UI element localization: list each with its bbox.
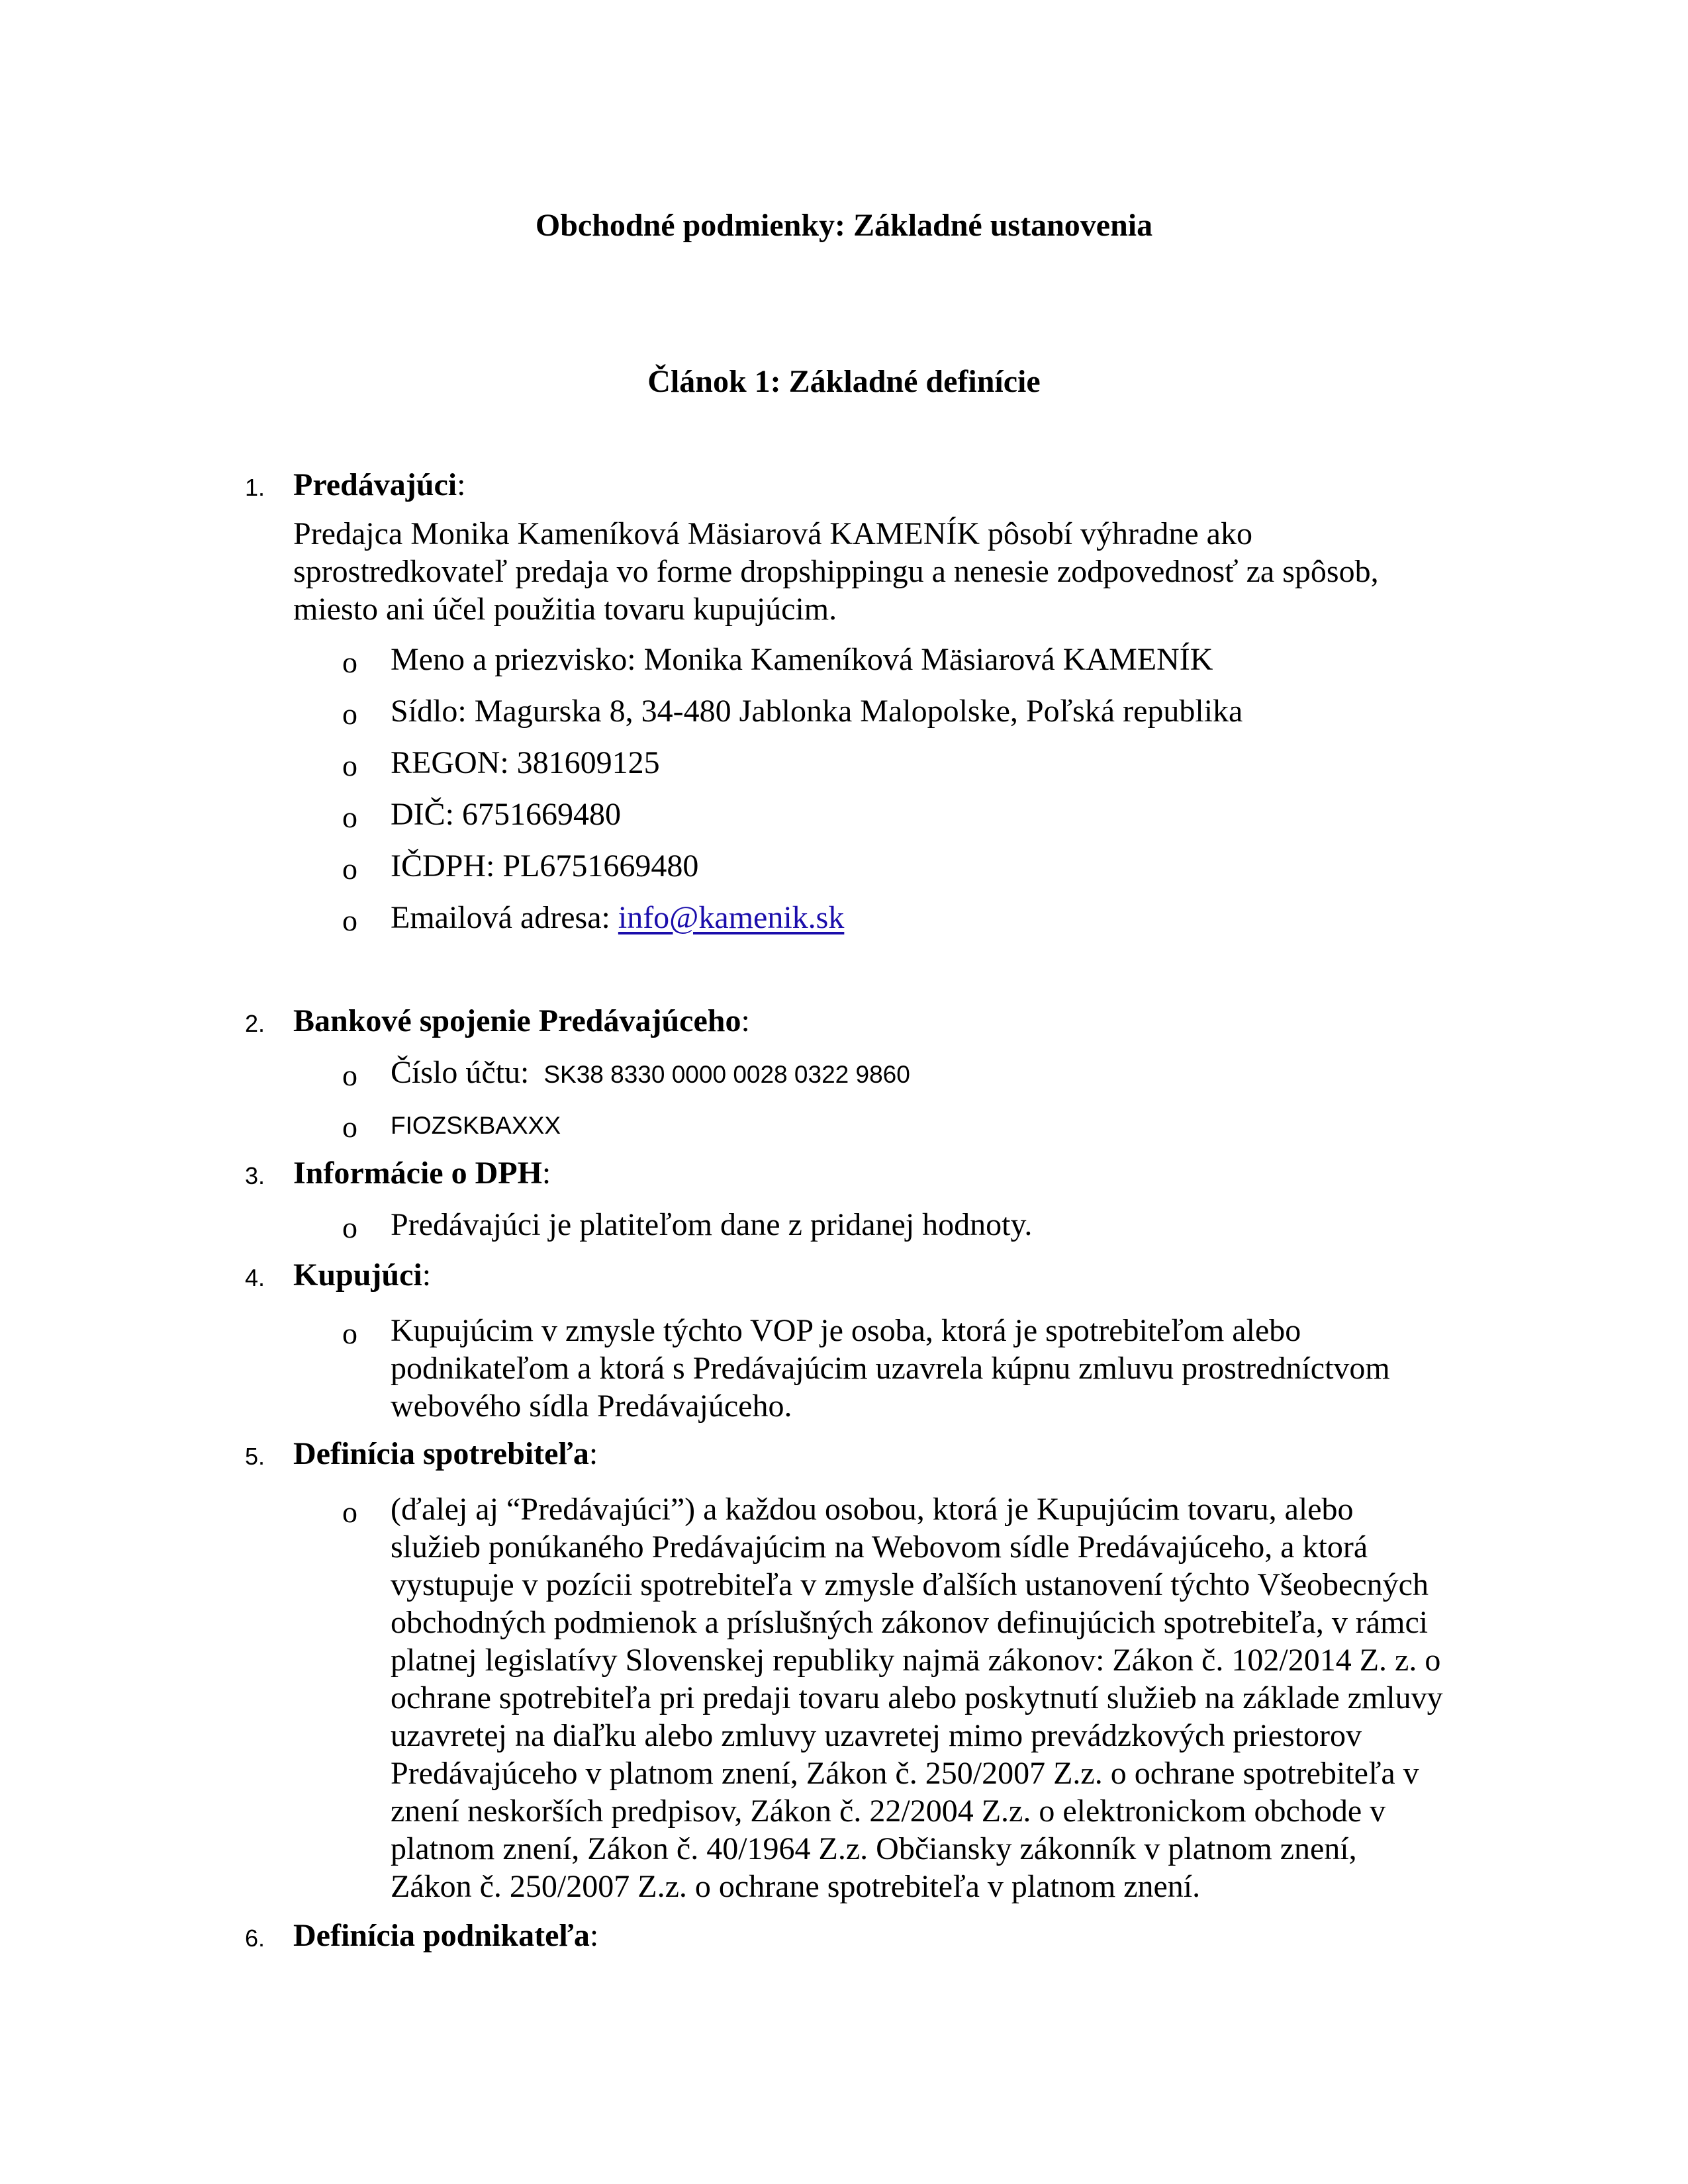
account-number: SK38 8330 0000 0028 0322 9860 [543, 1061, 910, 1088]
section-heading-text: Definícia spotrebiteľa [293, 1436, 589, 1471]
section-heading-colon: : [589, 1918, 599, 1953]
list-item: Meno a priezvisko: Monika Kameníková Mäsiarová KAMENÍK [391, 642, 1213, 677]
list-item: REGON: 381609125 [391, 745, 660, 780]
paragraph-line: sprostredkovateľ predaja vo forme dropshippingu a nenesie zodpovednosť za spôsob, [293, 554, 1379, 589]
paragraph-line: (ďalej aj “Predávajúci”) a každou osobou, ktorá je Kupujúcim tovaru, alebo [391, 1492, 1354, 1527]
list-item: DIČ: 6751669480 [391, 797, 621, 832]
paragraph-line: uzavretej na diaľku alebo zmluvy uzavretej mimo prevádzkových priestorov [391, 1718, 1362, 1753]
paragraph-line: miesto ani účel použitia tovaru kupujúcim. [293, 592, 837, 627]
bullet-icon: o [342, 800, 357, 834]
section-heading-text: Bankové spojenie Predávajúceho [293, 1003, 741, 1038]
document-title: Obchodné podmienky: Základné ustanovenia [535, 208, 1153, 243]
section-number: 1. [245, 474, 265, 501]
paragraph-line: znení neskorších predpisov, Zákon č. 22/2004 Z.z. o elektronickom obchode v [391, 1794, 1386, 1829]
section-number: 4. [245, 1264, 265, 1291]
list-item: Predávajúci je platiteľom dane z pridanej hodnoty. [391, 1207, 1033, 1242]
list-item: Sídlo: Magurska 8, 34-480 Jablonka Malopolske, Poľská republika [391, 694, 1243, 729]
bullet-icon: o [342, 1058, 357, 1092]
paragraph-line: obchodných podmienok a príslušných zákonov definujúcich spotrebiteľa, v rámci [391, 1605, 1429, 1640]
bullet-icon: o [342, 1316, 357, 1350]
section-heading-text: Predávajúci [293, 467, 457, 502]
section-number: 6. [245, 1925, 265, 1952]
swift-code: FIOZSKBAXXX [391, 1112, 561, 1139]
paragraph-line: služieb ponúkaného Predávajúcim na Webovom sídle Predávajúceho, a ktorá [391, 1529, 1368, 1565]
email-label: Emailová adresa: [391, 900, 618, 935]
section-heading-colon: : [422, 1257, 432, 1293]
section-heading-colon: : [457, 467, 466, 502]
section-heading [293, 466, 465, 504]
bullet-icon: o [342, 1210, 357, 1244]
bullet-icon: o [342, 1495, 357, 1529]
section-heading [293, 1917, 598, 1955]
bullet-icon: o [342, 852, 357, 886]
section-number: 5. [245, 1443, 265, 1470]
paragraph-line: Zákon č. 250/2007 Z.z. o ochrane spotrebiteľa v platnom znení. [391, 1869, 1201, 1904]
bullet-icon: o [342, 1110, 357, 1144]
paragraph-line: Predávajúceho v platnom znení, Zákon č. 250/2007 Z.z. o ochrane spotrebiteľa v [391, 1756, 1419, 1791]
section-heading-text: Definícia podnikateľa [293, 1918, 590, 1953]
paragraph-line: platnej legislatívy Slovenskej republiky najmä zákonov: Zákon č. 102/2014 Z. z. o [391, 1643, 1441, 1678]
list-item: IČDPH: PL6751669480 [391, 848, 699, 884]
account-line [391, 1054, 910, 1094]
section-heading-text: Kupujúci [293, 1257, 422, 1293]
section-heading-colon: : [541, 1156, 551, 1191]
bullet-icon: o [342, 749, 357, 782]
account-label: Číslo účtu: [391, 1055, 530, 1090]
article-heading: Článok 1: Základné definície [647, 364, 1041, 399]
bullet-icon: o [342, 645, 357, 679]
section-number: 2. [245, 1010, 265, 1037]
paragraph-line: podnikateľom a ktorá s Predávajúcim uzavrela kúpnu zmluvu prostredníctvom [391, 1351, 1390, 1386]
section-heading [293, 1154, 551, 1193]
paragraph-line: webového sídla Predávajúceho. [391, 1388, 792, 1424]
section-heading [293, 1002, 750, 1040]
section-heading-colon: : [741, 1003, 750, 1038]
section-heading [293, 1256, 431, 1295]
email-link[interactable]: info@kamenik.sk [618, 900, 845, 935]
section-number: 3. [245, 1162, 265, 1189]
paragraph-line: platnom znení, Zákon č. 40/1964 Z.z. Občiansky zákonník v platnom znení, [391, 1831, 1357, 1866]
bullet-icon: o [342, 697, 357, 731]
paragraph-line: ochrane spotrebiteľa pri predaji tovaru alebo poskytnutí služieb na základe zmluvy [391, 1680, 1443, 1715]
bullet-icon: o [342, 903, 357, 937]
paragraph-line: vystupuje v pozícii spotrebiteľa v zmysle ďalších ustanovení týchto Všeobecných [391, 1567, 1429, 1602]
paragraph-line: Predajca Monika Kameníková Mäsiarová KAMENÍK pôsobí výhradne ako [293, 516, 1252, 551]
section-heading [293, 1435, 598, 1473]
paragraph-line: Kupujúcim v zmysle týchto VOP je osoba, ktorá je spotrebiteľom alebo [391, 1313, 1301, 1348]
section-heading-text: Informácie o DPH [293, 1156, 542, 1191]
list-item-email [391, 899, 844, 937]
section-heading-colon: : [588, 1436, 598, 1471]
